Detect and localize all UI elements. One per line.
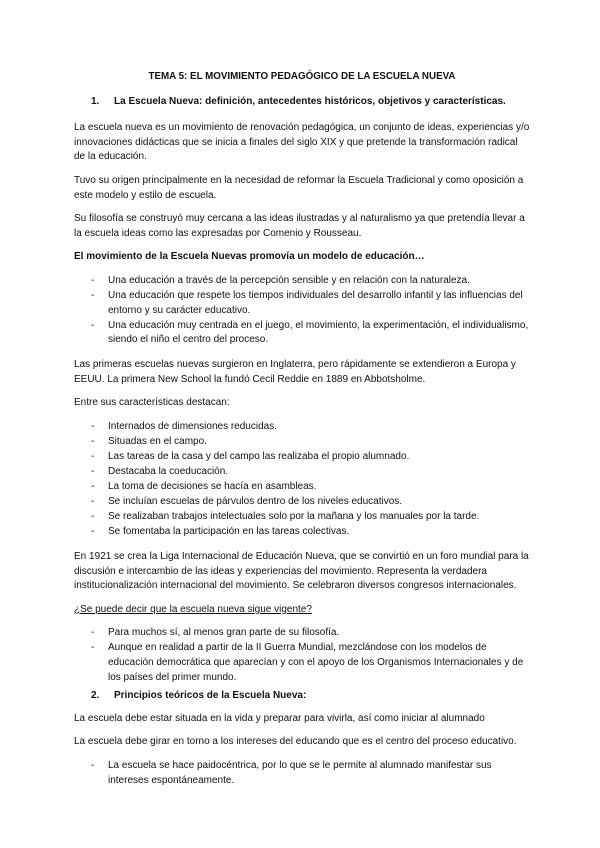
- dash-marker: -: [91, 465, 95, 477]
- list-item: - Se incluían escuelas de párvulos dentro de los niveles educativos.: [74, 495, 530, 510]
- list-item: - Una educación que respete los tiempos individuales del desarrollo infantil y las influencias del entorno y su carácter educativo.: [74, 289, 530, 318]
- dash-marker: -: [91, 420, 95, 432]
- list-item: - Situadas en el campo.: [74, 435, 530, 450]
- dash-marker: -: [91, 627, 95, 639]
- vigente-list: [74, 626, 530, 685]
- section-title: La Escuela Nueva: definición, antecedentes históricos, objetivos y características.: [114, 95, 506, 107]
- dash-marker: -: [91, 481, 95, 493]
- list-item: - La toma de decisiones se hacía en asambleas.: [74, 480, 530, 495]
- list-item: - Se fomentaba la participación en las tareas colectivas.: [74, 525, 530, 540]
- list-item: - Para muchos sí, al menos gran parte de su filosofía.: [74, 626, 530, 641]
- list-item: - Destacaba la coeducación.: [74, 465, 530, 480]
- list-item: - Aunque en realidad a partir de la II Guerra Mundial, mezclándose con los modelos de educación democrática que aparecían y con el apoyo de los Organismos Internacionales y de los países del primer mundo.: [74, 641, 530, 685]
- question-heading: ¿Se puede decir que la escuela nueva sigue vigente?: [74, 603, 312, 615]
- list-item: - Las tareas de la casa y del campo las realizaba el propio alumnado.: [74, 450, 530, 465]
- dash-marker: -: [91, 642, 95, 654]
- dash-marker: -: [91, 496, 95, 508]
- list-item: - Una educación muy centrada en el juego, el movimiento, la experimentación, el individualismo, siendo el niño el centro del proceso.: [74, 319, 530, 348]
- section-title: Principios teóricos de la Escuela Nueva:: [114, 690, 307, 702]
- section-1-heading: [91, 95, 530, 110]
- dash-marker: -: [91, 526, 95, 538]
- dash-marker: -: [91, 450, 95, 462]
- paragraph-first-schools: Las primeras escuelas nuevas surgieron en Inglaterra, pero rápidamente se extendieron a Europa y EEUU. La primera New School la fundó Cecil Reddie en 1889 en Abbotsholme.: [74, 358, 516, 385]
- model-list: [74, 274, 530, 348]
- paragraph-philosophy: Su filosofía se construyó muy cercana a las ideas ilustradas y al naturalismo ya que pretendía llevar a la escuela ideas como las expresadas por Comenio y Rousseau.: [74, 213, 525, 239]
- paragraph-principle-interests: La escuela debe girar en torno a los intereses del educando que es el centro del proceso educativo.: [74, 736, 517, 748]
- paragraph-characteristics-intro: Entre sus características destacan:: [74, 397, 230, 409]
- list-item: - Una educación a través de la percepción sensible y en relación con la naturaleza.: [74, 274, 530, 289]
- subheading-model: El movimiento de la Escuela Nuevas promovía un modelo de educación…: [74, 251, 425, 263]
- principles-list: [74, 759, 530, 788]
- section-number: 2.: [91, 690, 100, 702]
- section-number: 1.: [91, 95, 100, 107]
- list-item: - La escuela se hace paidocéntrica, por lo que se le permite al alumnado manifestar sus intereses espontáneamente.: [74, 759, 530, 788]
- dash-marker: -: [91, 319, 95, 331]
- dash-marker: -: [91, 290, 95, 302]
- document-title: TEMA 5: EL MOVIMIENTO PEDAGÓGICO DE LA ESCUELA NUEVA: [148, 71, 456, 82]
- paragraph-principle-life: La escuela debe estar situada en la vida y preparar para vivirla, así como iniciar al alumnado: [74, 712, 485, 724]
- paragraph-origin: Tuvo su origen principalmente en la necesidad de reformar la Escuela Tradicional y como oposición a este modelo y estilo de escuela.: [74, 174, 524, 201]
- list-item: - Internados de dimensiones reducidas.: [74, 420, 530, 435]
- dash-marker: -: [91, 274, 95, 286]
- dash-marker: -: [91, 511, 95, 523]
- characteristics-list: [74, 420, 530, 540]
- dash-marker: -: [91, 435, 95, 447]
- paragraph-definition: La escuela nueva es un movimiento de renovación pedagógica, un conjunto de ideas, experiencias y/o innovaciones didácticas que se inicia a finales del siglo XIX y que pretende la transformación radical de la educación.: [74, 122, 530, 163]
- paragraph-liga: En 1921 se crea la Liga Internacional de Educación Nueva, que se convirtió en un foro mundial para la discusión e intercambio de las ideas y experiencias del movimiento. Representa la verdadera institucionalización internacional del movimiento. Se celebraron diversos congresos internacionales.: [74, 550, 529, 592]
- list-item: - Se realizaban trabajos intelectuales solo por la mañana y los manuales por la tarde.: [74, 510, 530, 525]
- dash-marker: -: [91, 759, 95, 771]
- section-2-heading: [91, 689, 530, 704]
